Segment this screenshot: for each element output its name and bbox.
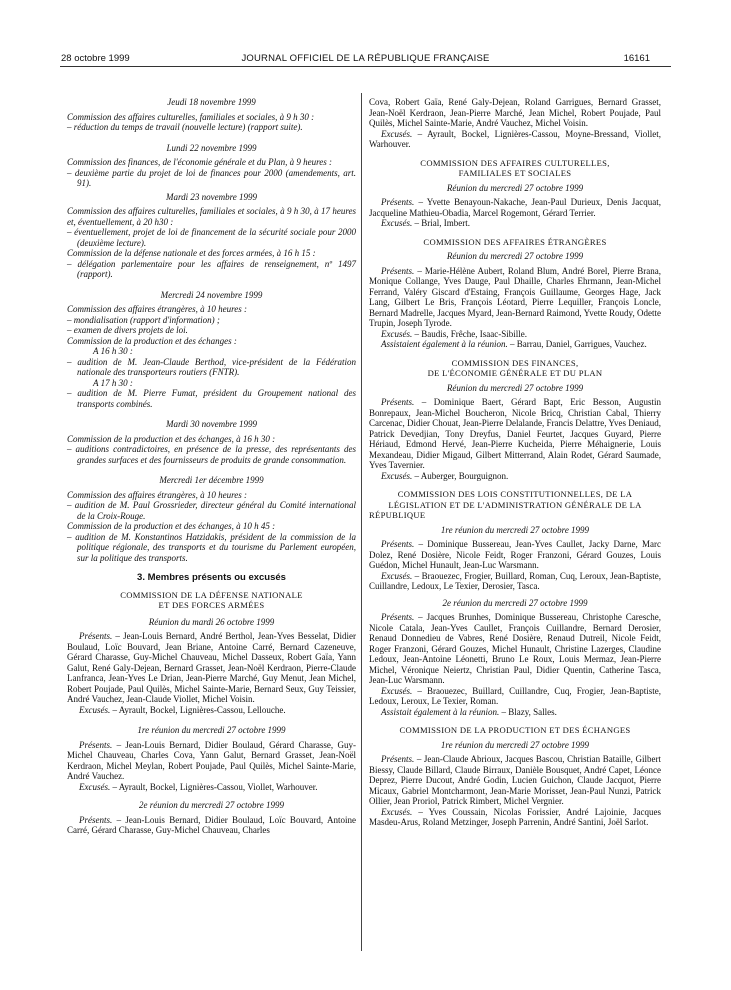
meeting-heading: Réunion du mardi 26 octobre 1999 — [148, 616, 275, 627]
commission-line: Commission de la défense nationale et des forces armées, à 16 h 15 : — [67, 248, 316, 258]
attendance-present — [67, 815, 356, 836]
names: – Jean-Louis Bernard, Didier Boulaud, Gérard Charasse, Guy-Michel Chauveau, Charles Cova, Yann Galut, Bernard Grasset, Jean-Noël Kerdraon, Michel Meylan, Robert Poujade, Paul Quilès, Michel Sainte-Marie, André Vauchez. — [67, 739, 356, 781]
attendance-present — [369, 754, 661, 807]
commission-title: ET DES FORCES ARMÉES — [158, 600, 265, 610]
attendance-excused — [369, 329, 661, 340]
label-excuses: Excusés. — [79, 704, 111, 715]
attendance-excused — [369, 218, 661, 229]
label-excuses: Excusés. — [381, 128, 413, 139]
names: – Barrau, Daniel, Garrigues, Vauchez. — [507, 339, 647, 349]
label-presents: Présents. — [79, 631, 113, 641]
label-excuses: Excusés. — [381, 570, 413, 581]
page-header — [0, 0, 731, 70]
attendance-excused — [369, 571, 661, 592]
names: – Ayrault, Bockel, Lignières-Cassou, Moyne-Bressand, Viollet, Warhouver. — [369, 128, 661, 149]
names: – Brial, Imbert. — [412, 218, 470, 228]
commission-title: FAMILIALES ET SOCIALES — [458, 168, 572, 178]
header-page-number: 16161 — [623, 53, 650, 64]
commission-title: LÉGISLATION ET DE L'ADMINISTRATION GÉNÉRALE DE LA — [388, 499, 642, 510]
agenda-item: – audition de M. Jean-Claude Berthod, vice-président de la Fédération nationale des transporteurs routiers (FNTR). — [67, 356, 356, 377]
names: – Yvette Benayoun-Nakache, Jean-Paul Durieux, Denis Jacquat, Jacqueline Mathieu-Obadia, Marcel Rogemont, Gérard Terrier. — [369, 197, 661, 218]
commission-title: RÉPUBLIQUE — [369, 510, 426, 520]
label-assistaient: Assistaient également à la réunion. — [381, 339, 508, 349]
label-presents: Présents. — [381, 265, 415, 276]
names: – Baudis, Frêche, Isaac-Sibille. — [412, 328, 527, 339]
attendance-excused — [369, 686, 661, 707]
label-excuses: Excusés. — [381, 806, 413, 817]
attendance-excused — [369, 471, 661, 482]
commission-title: COMMISSION DES AFFAIRES ÉTRANGÈRES — [423, 236, 607, 247]
names: – Dominique Baert, Gérard Bapt, Eric Besson, Augustin Bonrepaux, Jean-Michel Boucheron, Nicole Bricq, Christian Cabal, Thierry Carcenac, Didier Chouat, Jean-Pierre Delalande, Francis Delattre, Yves Deniaud, Patrick Devedjian, Tony Dreyfus, Daniel Feurtet, Jacques Guyard, Pierre Hériaud, Edmond Hervé, Jean-Pierre Kucheida, Pierre Méhaignerie, Louis Mexandeau, Didier Migaud, Gilbert Mitterrand, Alain Rodet, Gérard Saumade, Yves Tavernier. — [369, 397, 661, 470]
header-rule — [60, 66, 671, 67]
names: – Blazy, Salles. — [499, 706, 557, 717]
commission-line: Commission de la production et des échanges, à 10 h 45 : — [67, 521, 276, 531]
commission-title: DE L'ÉCONOMIE GÉNÉRALE ET DU PLAN — [427, 368, 603, 378]
label-presents: Présents. — [381, 754, 415, 764]
label-excuses: Excusés. — [79, 781, 111, 792]
meeting-heading: 1re réunion du mercredi 27 octobre 1999 — [137, 725, 286, 735]
names: – Marie-Hélène Aubert, Roland Blum, André Borel, Pierre Brana, Monique Collange, Yves Dauge, Paul Dhaille, Charles Ehrmann, Jean-Michel Ferrand, Valéry Giscard d'Estaing, François Guillaume, Georges Hage, Jack Lang, Gilbert Le Bris, François Léotard, Pierre Lequiller, François Loncle, Bernard Madrelle, Jacques Myard, Jean-Bernard Raimond, Yvette Roudy, Odette Trupin, Joseph Tyrode. — [369, 265, 661, 328]
names: – Jean-Claude Abrioux, Jacques Bascou, Christian Bataille, Gilbert Biessy, Claude Billard, Claude Birraux, Danièle Bousquet, André Capet, Léonce Deprez, Pierre Ducout, André Godin, Lucien Guichon, Claude Jacquot, Pierre Micaux, Gabriel Montcharmont, Jean-Marie Morisset, Jean-Paul Nunzi, Patrick Ollier, Jean Proriol, Patrick Rimbert, Michel Vergnier. — [369, 754, 661, 806]
commission-line: Commission de la production et des échanges : — [67, 335, 237, 346]
agenda-item: – auditions contradictoires, en présence de la presse, des représentants des grandes surfaces et des fournisseurs de produits de grande consommation. — [67, 444, 356, 465]
attendance-excused — [369, 807, 661, 828]
attendance-also-present — [369, 707, 661, 718]
label-assistait: Assistait également à la réunion. — [381, 706, 500, 717]
meeting-heading: 2e réunion du mercredi 27 octobre 1999 — [139, 800, 284, 810]
commission-line: Commission des finances, de l'économie générale et du Plan, à 9 heures : — [67, 157, 333, 167]
commission-title: COMMISSION DE LA DÉFENSE NATIONALE — [120, 589, 303, 600]
attendance-present — [369, 397, 661, 471]
attendance-continued: Cova, Robert Gaïa, René Galy-Dejean, Roland Garrigues, Bernard Grasset, Jean-Noël Kerdraon, Jean-Pierre Marché, Jean Michel, Robert Poujade, Paul Quilès, Michel Sainte-Marie, André Vauchez, Michel Voisin. — [369, 97, 661, 128]
label-excuses: Excusés. — [381, 685, 413, 696]
label-excuses: Excusés. — [381, 218, 413, 228]
agenda-item: – mondialisation (rapport d'information) ; — [67, 314, 220, 325]
label-presents: Présents. — [381, 397, 415, 407]
time-line: A 16 h 30 : — [93, 346, 133, 356]
left-column — [67, 97, 356, 836]
commission-line: Commission des affaires culturelles, familiales et sociales, à 9 h 30, à 17 heures et, éventuellement, à 20 h30 : — [67, 206, 356, 227]
names: – Ayrault, Bockel, Lignières-Cassou, Viollet, Warhouver. — [110, 781, 318, 792]
day-heading: Mardi 30 novembre 1999 — [165, 419, 258, 429]
commission-title: COMMISSION DE LA PRODUCTION ET DES ÉCHANGES — [399, 725, 631, 735]
attendance-present — [67, 740, 356, 782]
meeting-heading: Réunion du mercredi 27 octobre 1999 — [446, 251, 584, 261]
attendance-present — [369, 197, 661, 218]
label-presents: Présents. — [381, 197, 415, 207]
day-heading: Mercredi 1er décembre 1999 — [159, 475, 264, 485]
commission-line: Commission de la production et des échanges, à 16 h 30 : — [67, 433, 276, 444]
agenda-item: – délégation parlementaire pour les affaires de renseignement, nº 1497 (rapport). — [67, 258, 356, 279]
agenda-item: – deuxième partie du projet de loi de finances pour 2000 (amendements, art. 91). — [67, 167, 356, 188]
attendance-also-present — [369, 339, 661, 350]
names: – Braouezec, Buillard, Cuillandre, Cuq, Frogier, Jean-Baptiste, Ledoux, Leroux, Le Texier, Roman. — [369, 685, 661, 706]
agenda-item: – éventuellement, projet de loi de financement de la sécurité sociale pour 2000 (deuxième lecture). — [67, 227, 356, 248]
commission-title: COMMISSION DES LOIS CONSTITUTIONNELLES, DE LA — [397, 489, 633, 499]
label-presents: Présents. — [79, 814, 113, 825]
names: – Yves Coussain, Nicolas Forissier, André Lajoinie, Jacques Masdeu-Arus, Roland Metzinger, Joseph Parrenin, André Santini, Joël Sarlot. — [369, 806, 661, 827]
attendance-excused — [67, 782, 356, 793]
section-heading: 3. Membres présents ou excusés — [137, 572, 286, 583]
commission-line: Commission des affaires étrangères, à 10 heures : — [67, 304, 247, 314]
attendance-present — [369, 612, 661, 686]
commission-line: Commission des affaires étrangères, à 10 heures : — [67, 489, 247, 500]
agenda-item: – réduction du temps de travail (nouvelle lecture) (rapport suite). — [67, 122, 303, 132]
meeting-heading: 1re réunion du mercredi 27 octobre 1999 — [440, 524, 590, 535]
agenda-item: – audition de M. Pierre Fumat, président du Groupement national des transports combinés. — [67, 388, 356, 409]
names: – Jean-Louis Bernard, Didier Boulaud, Loïc Bouvard, Antoine Carré, Gérard Charasse, Guy-Michel Chauveau, Charles — [67, 814, 356, 835]
agenda-item: – audition de M. Paul Grossrieder, directeur général du Comité international de la Croix-Rouge. — [67, 500, 356, 521]
label-excuses: Excusés. — [381, 470, 413, 481]
attendance-excused — [67, 705, 356, 716]
header-date: 28 octobre 1999 — [61, 53, 130, 64]
names: – Jacques Brunhes, Dominique Bussereau, Christophe Caresche, Nicole Catala, Jean-Yves Caullet, François Cuillandre, Bernard Derosier, Renaud Donnedieu de Vabres, René Dosière, Renaud Dutreil, Nicole Feidt, Roger Franzoni, Gérard Gouzes, Michel Hunault, Christine Lazerges, Claudine Ledoux, Jean-Antoine Léonetti, Bruno Le Roux, Louis Mermaz, Jean-Pierre Michel, Véronique Neiertz, Christian Paul, Didier Quentin, Catherine Tasca, Jean-Luc Warsmann. — [369, 612, 661, 685]
label-excuses: Excusés. — [381, 328, 413, 339]
attendance-present — [369, 266, 661, 329]
meeting-heading: Réunion du mercredi 27 octobre 1999 — [446, 382, 584, 393]
commission-title: COMMISSION DES AFFAIRES CULTURELLES, — [420, 157, 610, 168]
names: – Ayrault, Bockel, Lignières-Cassou, Lellouche. — [110, 704, 286, 715]
meeting-heading: 1re réunion du mercredi 27 octobre 1999 — [440, 739, 590, 750]
day-heading: Mercredi 24 novembre 1999 — [160, 289, 263, 300]
time-line: A 17 h 30 : — [93, 377, 133, 388]
commission-title: COMMISSION DES FINANCES, — [451, 357, 579, 368]
attendance-present — [67, 631, 356, 705]
attendance-present — [369, 539, 661, 571]
meeting-heading: Réunion du mercredi 27 octobre 1999 — [446, 182, 584, 193]
meeting-heading: 2e réunion du mercredi 27 octobre 1999 — [442, 597, 588, 608]
day-heading: Jeudi 18 novembre 1999 — [167, 97, 256, 107]
day-heading: Lundi 22 novembre 1999 — [166, 142, 257, 153]
header-title: JOURNAL OFFICIEL DE LA RÉPUBLIQUE FRANÇAISE — [241, 53, 490, 64]
names: – Jean-Louis Bernard, André Berthol, Jean-Yves Besselat, Didier Boulaud, Loïc Bouvard, Jean Briane, Antoine Carré, Bernard Cazeneuve, Gérard Charasse, Guy-Michel Chauveau, Michel Dasseux, Robert Gaïa, Yann Galut, René Galy-Dejean, Bernard Grasset, Jean-Noël Kerdraon, Pierre-Claude Lanfranca, Jean-Yves Le Drian, Jean-Pierre Marché, Guy Menut, Jean Michel, Robert Poujade, Paul Quilès, Michel Sainte-Marie, Bernard Seux, Guy Teissier, André Vauchez, Jean-Claude Viollet, Michel Voisin. — [67, 631, 356, 704]
agenda-item: – examen de divers projets de loi. — [67, 325, 188, 335]
day-heading: Mardi 23 novembre 1999 — [165, 191, 258, 202]
attendance-excused — [369, 129, 661, 150]
commission-line: Commission des affaires culturelles, familiales et sociales, à 9 h 30 : — [67, 111, 315, 122]
label-presents: Présents. — [381, 539, 415, 549]
column-divider — [361, 93, 362, 951]
agenda-item: – audition de M. Konstantinos Hatzidakis, président de la commission de la politique régionale, des transports et du tourisme du Parlement européen, sur la politique des transports. — [67, 531, 356, 563]
right-column — [369, 97, 661, 828]
label-presents: Présents. — [381, 612, 415, 622]
names: – Braouezec, Frogier, Buillard, Roman, Cuq, Leroux, Jean-Baptiste, Cuillandre, Ledoux, Le Texier, Derosier, Tasca. — [369, 570, 661, 591]
label-presents: Présents. — [79, 739, 113, 750]
names: – Dominique Bussereau, Jean-Yves Caullet, Jacky Darne, Marc Dolez, René Dosière, Nicole Feidt, Roger Franzoni, Gérard Gouzes, Louis Guédon, Michel Hunault, Jean-Luc Warsmann. — [369, 539, 661, 570]
names: – Auberger, Bourguignon. — [412, 470, 509, 481]
